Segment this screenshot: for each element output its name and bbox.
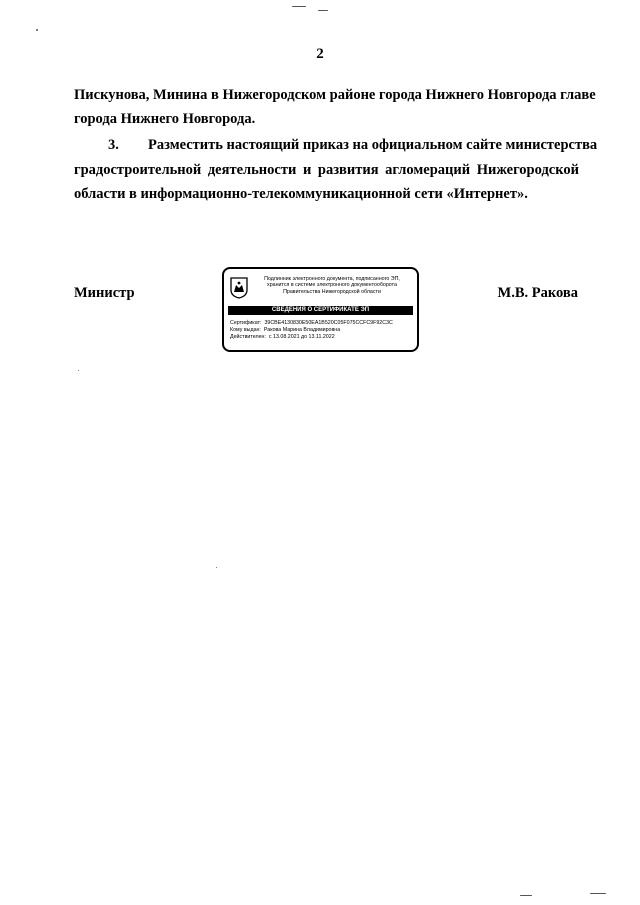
stamp-details (230, 320, 415, 341)
paragraph-1-line-2: города Нижнего Новгорода. (74, 111, 256, 127)
paragraph-2-line-1: Разместить настоящий приказ на официальном сайте министерства (148, 137, 598, 153)
stamp-header (250, 276, 414, 295)
scan-speck (216, 567, 217, 568)
paragraph-1-line-1: Пискунова, Минина в Нижегородском районе города Нижнего Новгорода главе (74, 87, 596, 103)
stamp-header-line-1: Подлинник электронного документа, подписанного ЭП, (264, 276, 400, 282)
validity-value: с 13.08.2021 до 13.11.2022 (268, 334, 335, 340)
stamp-header-line-2: хранится в системе электронного документооборота (267, 282, 397, 289)
electronic-signature-stamp (222, 267, 419, 352)
paragraph-2-number: 3. (108, 137, 119, 153)
certificate-label: Сертификат: (230, 320, 262, 326)
scan-speck (78, 370, 79, 371)
paragraph-2-line-3: области в информационно-телекоммуникационной сети «Интернет». (74, 186, 528, 202)
signer-title: Министр (74, 285, 135, 301)
signer-name: М.В. Ракова (497, 285, 578, 301)
scan-speck (36, 29, 38, 31)
owner-label: Кому выдан: (230, 327, 261, 333)
scan-speck (590, 893, 606, 894)
certificate-value: 39CBE4130830E50EA1B520C05F075CCFC9F92C3C (264, 320, 393, 326)
owner-value: Ракова Марина Владимировна (263, 327, 341, 333)
stamp-validity-row (230, 334, 415, 341)
page-number: 2 (316, 46, 324, 62)
stamp-certificate-row (230, 320, 415, 327)
scan-speck (318, 10, 328, 11)
stamp-title-bar: СВЕДЕНИЯ О СЕРТИФИКАТЕ ЭП (228, 306, 413, 315)
scan-speck (520, 895, 532, 896)
stamp-owner-row (230, 327, 415, 334)
stamp-header-line-3: Правительства Нижегородской области (283, 288, 381, 295)
paragraph-2-line-2: градостроительной деятельности и развития агломераций Нижегородской (74, 162, 579, 178)
scan-speck (292, 6, 306, 7)
validity-label: Действителен: (230, 334, 266, 340)
coat-of-arms-icon (230, 277, 248, 299)
